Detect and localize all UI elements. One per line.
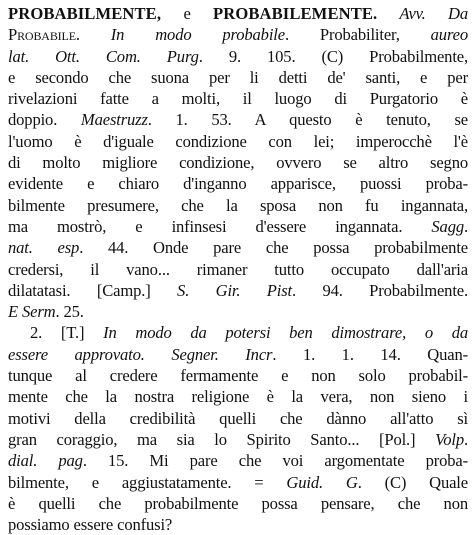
text-segment: di molto migliore condizione, ovvero se altro segno xyxy=(8,153,468,173)
text-segment: . xyxy=(464,429,468,449)
text-line xyxy=(8,493,468,514)
text-line xyxy=(8,173,468,194)
text-segment: l'uomo è d'iguale condizione con lei; imperocchè l'è xyxy=(8,131,468,151)
text-line xyxy=(8,344,468,365)
italic-segment: essere approvato. Segner. Incr xyxy=(8,344,273,364)
text-segment: . (C) Quale xyxy=(357,472,468,492)
text-segment: bilmente presumere, che la sposa non fu ingannata, xyxy=(8,195,468,215)
text-line xyxy=(8,88,468,109)
text-segment: evidente e chiaro d'inganno apparisce, puossi proba- xyxy=(8,174,468,194)
text-line xyxy=(8,46,468,67)
italic-segment: In modo da potersi ben dimostrare, o da xyxy=(103,323,468,343)
text-segment: doppio. xyxy=(8,110,81,130)
text-segment: e secondo che suona per li detti de' santi, e per xyxy=(8,67,468,87)
text-line xyxy=(8,67,468,88)
italic-segment: nat. esp xyxy=(8,238,80,258)
italic-segment: Maestruzz xyxy=(80,110,148,130)
text-segment: . 1. 53. A questo è tenuto, se xyxy=(147,110,468,130)
text-segment: . xyxy=(464,216,468,236)
entry-heading xyxy=(8,3,468,24)
text-segment: possiamo essere confusi? xyxy=(8,515,173,535)
headword-probabilmente: PROBABILMENTE, xyxy=(8,4,162,23)
text-line xyxy=(8,429,468,450)
italic-segment: E Serm xyxy=(8,302,56,322)
text-segment: . 25. xyxy=(55,302,84,322)
text-line xyxy=(8,365,468,386)
headword-probabilemente: PROBABILEMENTE. xyxy=(213,4,378,23)
text-segment: . 44. Onde pare che possa probabilmente xyxy=(79,238,469,258)
text-line xyxy=(8,514,468,535)
text-line xyxy=(8,237,468,258)
text-line xyxy=(8,322,468,343)
text-line xyxy=(8,472,468,493)
text-segment: mente che la nostra religione è la vera, non sieno i xyxy=(8,387,468,407)
text-segment: . Probabiliter, xyxy=(284,25,431,45)
text-segment: 2. [T.] xyxy=(30,323,104,343)
italic-segment: dial. pag xyxy=(8,451,83,471)
text-segment: ma mostrò, e infinsesi d'essere ingannata. xyxy=(8,216,432,236)
text-line xyxy=(8,408,468,429)
italic-segment: Guid. G xyxy=(286,472,358,492)
text-segment: . 94. Probabilmente. xyxy=(292,280,468,300)
text-line xyxy=(8,24,468,45)
text-line xyxy=(8,259,468,280)
italic-segment: S. Gir. Pist xyxy=(177,280,293,300)
text-line xyxy=(8,131,468,152)
part-of-speech: Avv. Da xyxy=(377,4,468,23)
text-line xyxy=(8,450,468,471)
smallcaps-segment: Probabile xyxy=(8,25,76,45)
text-segment: è quelli che probabilmente possa pensare, che non xyxy=(8,493,468,513)
text-segment: . 9. 105. (C) Probabilmente, xyxy=(198,46,469,66)
text-segment: bilmente, e aggiustatamente. = xyxy=(8,472,287,492)
text-line xyxy=(8,195,468,216)
entry-body xyxy=(8,24,468,535)
headword-connector: e xyxy=(161,4,214,23)
italic-segment: In modo probabile xyxy=(110,25,285,45)
text-line xyxy=(8,109,468,130)
dictionary-entry xyxy=(8,3,468,535)
text-line xyxy=(8,386,468,407)
text-segment: . xyxy=(75,25,111,45)
italic-segment: Sagg xyxy=(431,216,464,236)
text-segment: motivi della credibilità quelli che dànno all'atto sì xyxy=(8,408,468,428)
text-segment: tunque al credere fermamente e non solo probabil- xyxy=(8,366,468,386)
text-segment: dilatatasi. [Camp.] xyxy=(8,280,178,300)
italic-segment: aureo xyxy=(430,25,469,45)
text-segment: . 1. 1. 14. Quan- xyxy=(272,344,469,364)
text-line xyxy=(8,280,468,301)
text-line xyxy=(8,152,468,173)
italic-segment: lat. Ott. Com. Purg xyxy=(8,46,199,66)
italic-segment: Volp xyxy=(435,429,464,449)
text-line xyxy=(8,301,468,322)
text-segment: . 15. Mi pare che voi argomentate proba- xyxy=(82,451,468,471)
text-segment: gran coraggio, ma sia lo Spirito Santo... [Pol.] xyxy=(8,429,436,449)
text-line xyxy=(8,216,468,237)
text-segment: rivelazioni fatte a molti, il luogo di Purgatorio è xyxy=(8,89,468,109)
text-segment: credersi, il vano... rimaner tutto occupato dall'aria xyxy=(8,259,468,279)
